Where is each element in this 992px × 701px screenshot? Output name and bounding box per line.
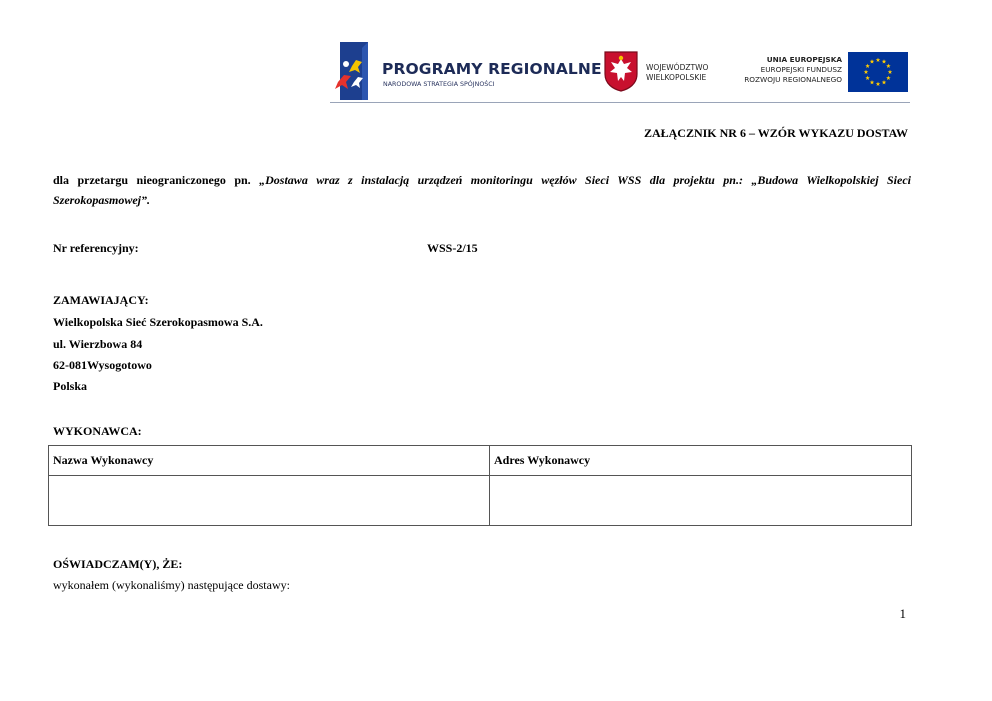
table-row	[49, 476, 912, 526]
table-header-row	[49, 446, 912, 476]
zamawiajacy-heading: ZAMAWIAJĄCY:	[53, 293, 149, 307]
tender-intro-prefix: dla przetargu nieograniczonego pn.	[53, 173, 260, 187]
tender-intro	[53, 170, 911, 210]
attachment-title: ZAŁĄCZNIK NR 6 – WZÓR WYKAZU DOSTAW	[643, 126, 908, 140]
zamawiajacy-postal-city: 62-081Wysogotowo	[53, 358, 152, 372]
contractor-name-cell[interactable]	[49, 476, 490, 526]
header-contractor-name: Nazwa Wykonawcy	[49, 446, 490, 476]
eu-line3: ROZWOJU REGIONALNEGO	[744, 75, 842, 84]
tender-name: „Dostawa wraz z instalacją urządzeń monitoringu węzłów Sieci WSS dla projektu pn.: „Budowa Wielkopolskiej Sieci Szerokopasmowej”.	[53, 173, 912, 207]
contractor-address-cell[interactable]	[490, 476, 912, 526]
eu-flag-icon	[848, 52, 908, 92]
wielkopolska-crest-icon	[603, 50, 639, 92]
wykonawca-heading: WYKONAWCA:	[53, 424, 142, 438]
programy-regionalne-subtitle: NARODOWA STRATEGIA SPÓJNOŚCI	[383, 81, 495, 88]
zamawiajacy-country: Polska	[53, 379, 88, 393]
programy-regionalne-title: PROGRAMY REGIONALNE	[382, 60, 602, 78]
programy-regionalne-logo-icon	[332, 42, 376, 100]
reference-value: WSS-2/15	[427, 241, 478, 255]
header-contractor-address: Adres Wykonawcy	[490, 446, 912, 476]
wojewodztwo-line2: WIELKOPOLSKIE	[646, 73, 707, 82]
zamawiajacy-name: Wielkopolska Sieć Szerokopasmowa S.A.	[53, 315, 263, 329]
reference-label: Nr referencyjny:	[53, 241, 139, 255]
oswiadczam-heading: OŚWIADCZAM(Y), ŻE:	[53, 557, 183, 571]
eu-fund-label	[744, 55, 842, 85]
contractor-table	[48, 445, 912, 526]
wojewodztwo-line1: WOJEWÓDZTWO	[646, 63, 709, 72]
oswiadczam-text: wykonałem (wykonaliśmy) następujące dostawy:	[53, 578, 290, 592]
eu-line2: EUROPEJSKI FUNDUSZ	[760, 65, 842, 74]
zamawiajacy-street: ul. Wierzbowa 84	[53, 337, 143, 351]
wojewodztwo-label	[646, 63, 708, 83]
eu-line1: UNIA EUROPEJSKA	[766, 55, 842, 64]
page-number: 1	[899, 606, 906, 621]
logo-header	[330, 40, 910, 103]
